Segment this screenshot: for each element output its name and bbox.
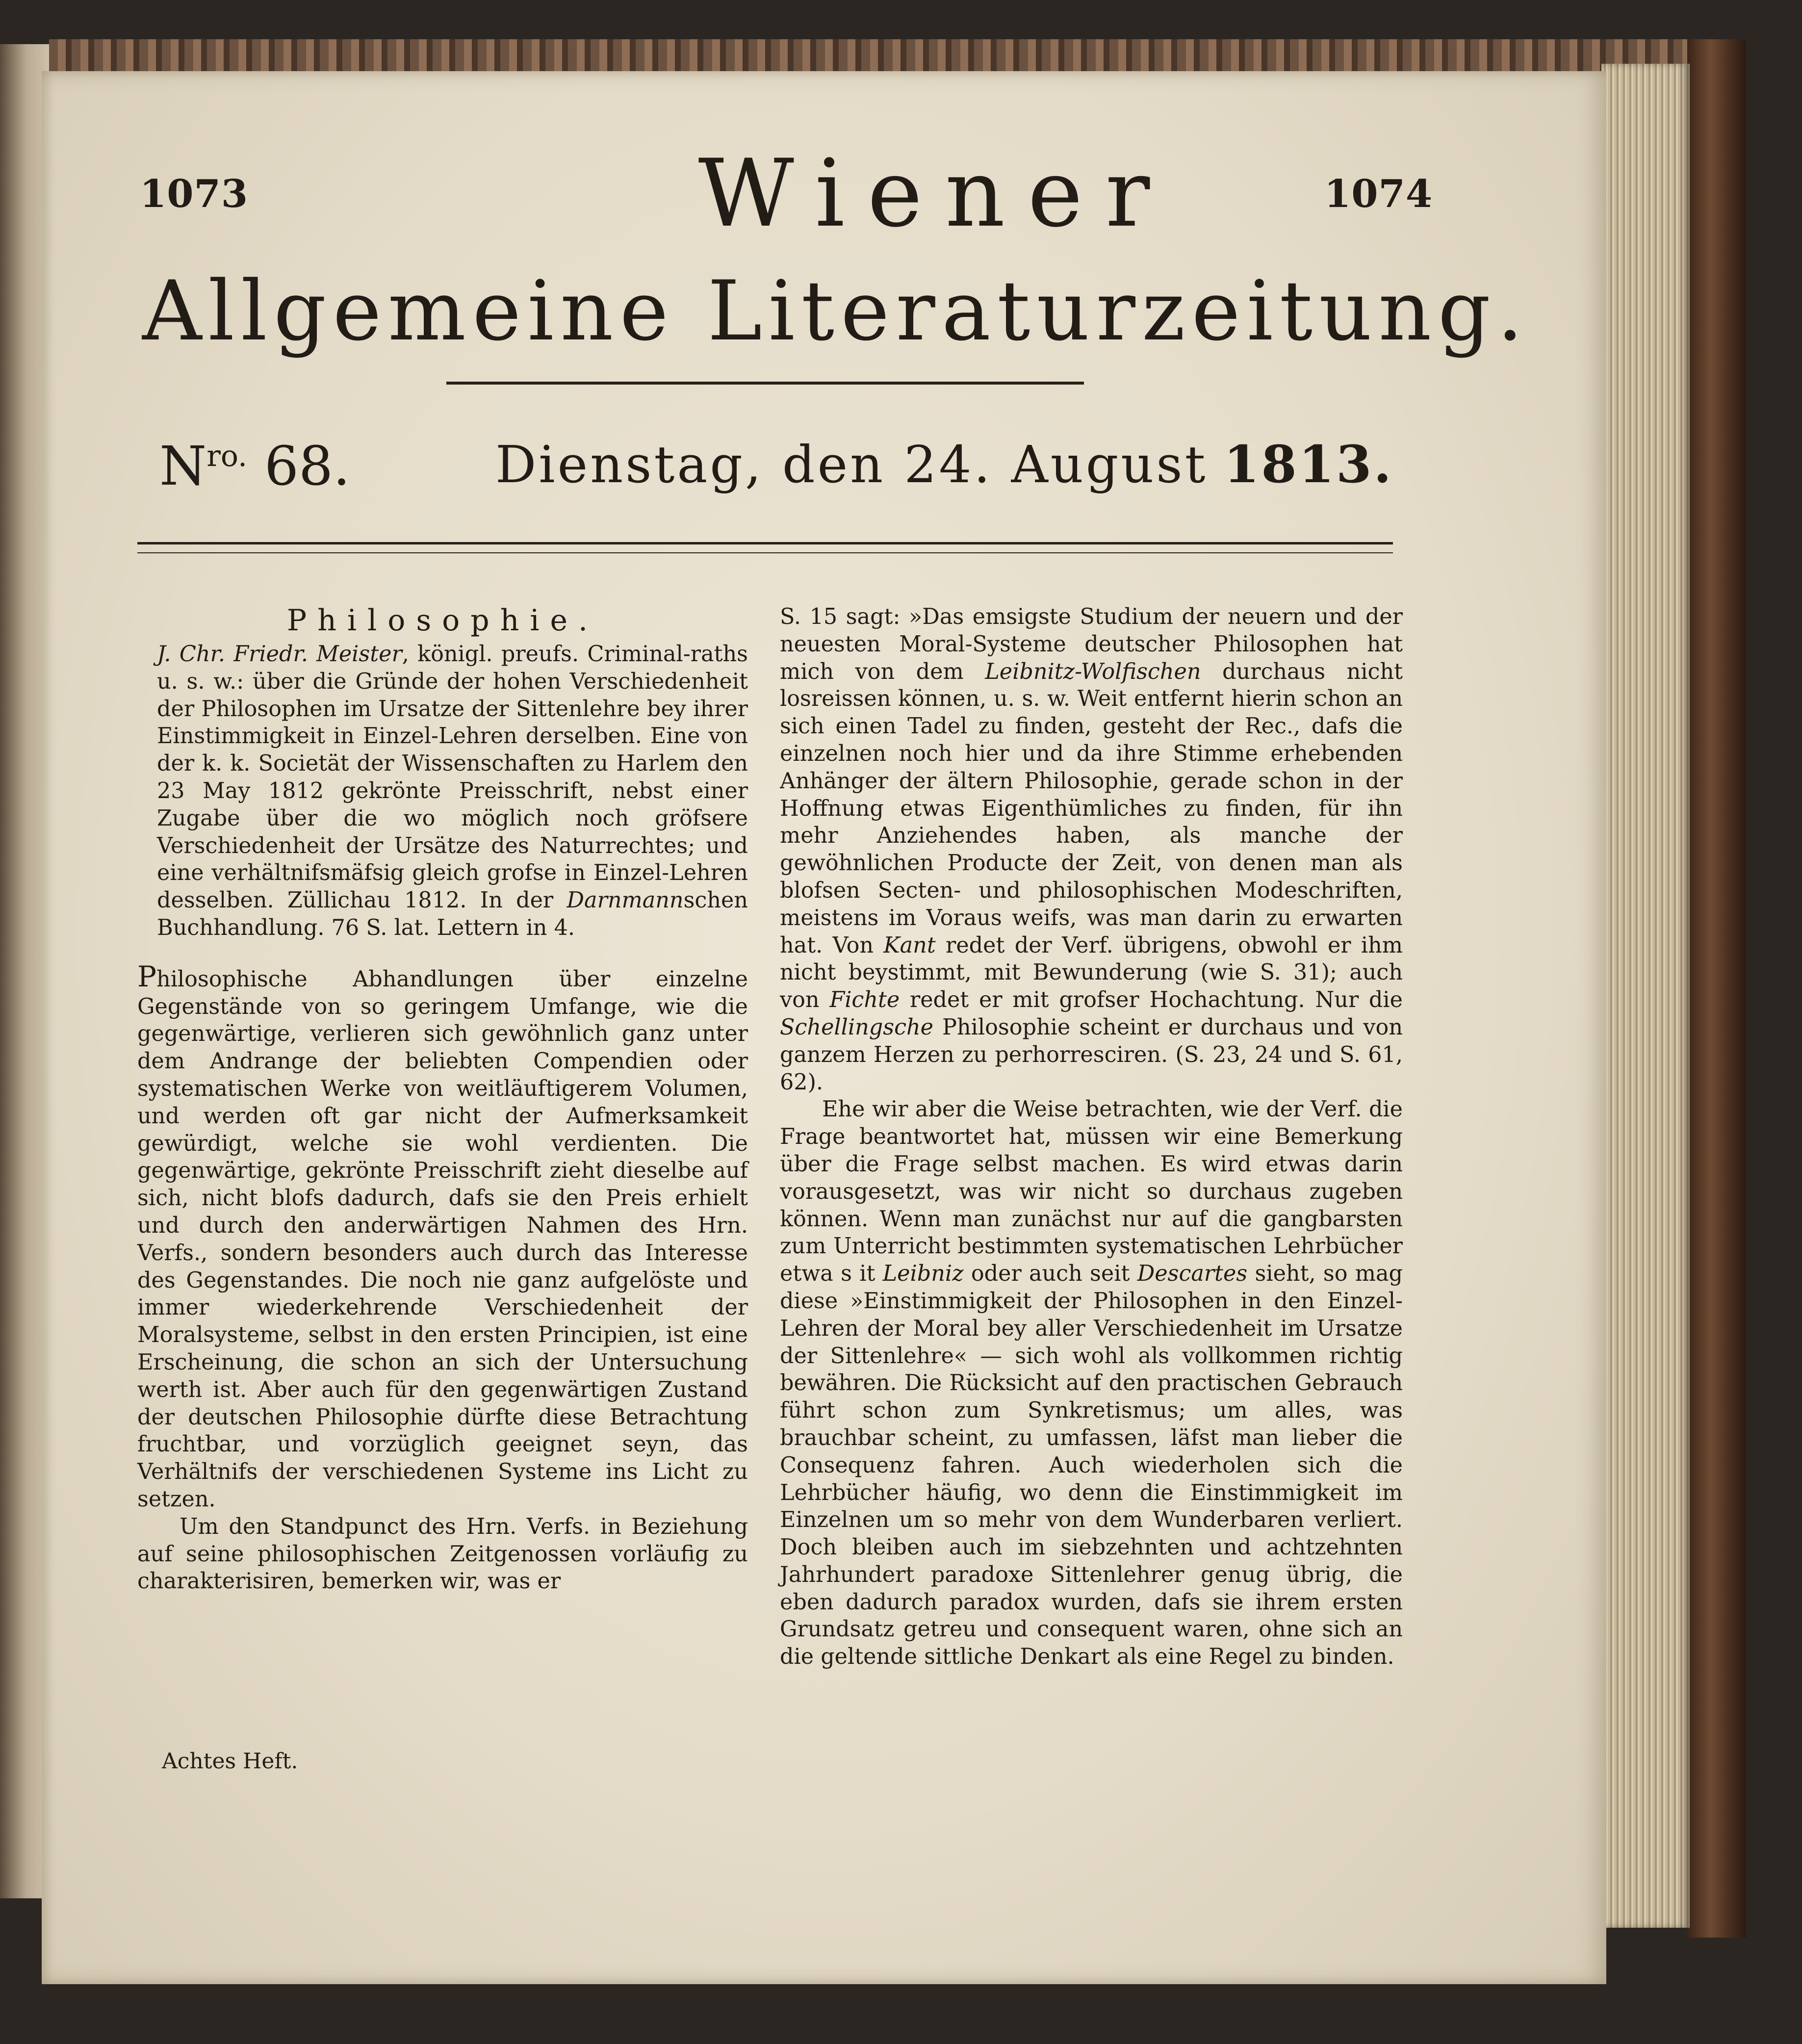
masthead-title-line1: Wiener: [698, 139, 1173, 248]
biblio-tail: schen Buchhandlung. 76 S. lat. Lettern in 4.: [157, 888, 748, 940]
right-column: [780, 603, 1403, 1671]
left-column: [137, 603, 748, 1595]
page-number-left: 1073: [140, 172, 249, 216]
book-cover-edge: [1687, 39, 1746, 1938]
paragraph-1: Philosophische Abhandlungen über einzelne Gegenstände von so geringem Umfange, wie die gegenwärtige, verlieren sich gewöhnlich ganz unter dem Andrange der beliebten Compendien oder systematischen Werke von weitläuftigerem Volumen, und werden oft gar nicht der Aufmerksamkeit gewürdigt, welche sie wohl verdienten. Die gegenwärtige, gekrönte Preisschrift zieht dieselbe auf sich, nicht blofs dadurch, dafs sie den Preis erhielt und durch den anderwärtigen Nahmen des Hrn. Verfs., sondern besonders auch durch das Interesse des Gegenstandes. Die noch nie ganz aufgelöste und immer wiederkehrende Verschiedenheit der Moralsysteme, selbst in den ersten Principien, ist eine Erscheinung, die schon an sich der Untersuchung werth ist. Aber auch für den gegenwärtigen Zustand der deutschen Philosophie dürfte diese Betrachtung fruchtbar, und vorzüglich geeignet seyn, das Verhältnifs der verschiedenen Systeme ins Licht zu setzen.: [137, 959, 748, 1512]
italic-run: Fichte: [829, 987, 900, 1013]
issue-number-sup: ro.: [206, 439, 248, 473]
issue-year: 1813.: [1224, 434, 1393, 494]
book-top-edge: [49, 39, 1746, 74]
italic-run: Descartes: [1137, 1261, 1248, 1287]
issue-date: Dienstag, den 24. August: [495, 435, 1208, 494]
issue-number: [159, 435, 350, 497]
paragraph-2: Um den Standpunct des Hrn. Verfs. in Beziehung auf seine philosophischen Zeitgenossen vorläufig zu charakterisiren, bemerken wir, was er: [137, 1514, 748, 1594]
text-run: redet er mit grofser Hochachtung. Nur die: [900, 987, 1403, 1013]
text-run: oder auch seit: [963, 1261, 1137, 1287]
italic-run: Kant: [883, 932, 936, 958]
text-run: durchaus nicht losreissen können, u. s. w. Weit entfernt hierin schon an sich einen Tadel zu finden, gesteht der Rec., dafs die einzelnen noch hier und da ihre Stimme erhebenden Anhänger der ältern Philosophie, gerade schon in der Hoffnung etwas Eigenthümliches zu finden, für ihn mehr Anziehendes haben, als manche der gewöhnlichen Producte der Zeit, von denen man als blofsen Secten- und philosophischen Modeschriften, meistens im Voraus weifs, was man darin zu erwarten hat. Von: [780, 659, 1403, 958]
section-heading: Philosophie.: [286, 603, 599, 638]
page-stack-edge: [1601, 64, 1690, 1928]
text-run: S. 15 sagt: »Das emsigste Studium der neuern und der neuesten Moral-Systeme deutscher Philosophen hat mich von dem: [780, 604, 1403, 684]
italic-run: Schellingsche: [780, 1014, 933, 1040]
paragraph-right-1: [780, 603, 1403, 1096]
issue-number-value: 68.: [264, 435, 350, 497]
text-run: sieht, so mag diese »Einstimmigkeit der Philosophen in den Einzel-Lehren der Moral bey aller Verschiedenheit im Ursatze der Sittenlehre« — sich wohl als vollkommen richtig bewähren. Die Rücksicht auf den practischen Gebrauch führt schon zum Synkretismus; um alles, was brauchbar scheint, zu umfassen, läfst man lieber die Consequenz fahren. Auch wiederholen sich die Lehrbücher häufig, wo denn die Einstimmigkeit im Einzelnen um so mehr von dem Wunderbaren verliert. Doch bleiben auch im siebzehnten und achtzehnten Jahrhundert paradoxe Sittenlehrer genug übrig, die eben dadurch paradox wurden, dafs sie ihrem ersten Grundsatz getreu und consequent waren, ohne sich an die geltende sittliche Denkart als eine Regel zu binden.: [780, 1261, 1403, 1670]
spacer: [137, 942, 748, 963]
text-run: redet der Verf. übrigens, obwohl er ihm nicht beystimmt, mit Bewunderung (wie S. 31); auch von: [780, 932, 1403, 1013]
biblio-publisher: Darnmann: [566, 888, 684, 913]
issue-number-prefix: N: [159, 435, 207, 497]
italic-run: Leibniz: [882, 1261, 964, 1287]
masthead-title-line2: Allgemeine Literaturzeitung.: [142, 263, 1530, 359]
text-run: Philosophie scheint er durchaus und von ganzem Herzen zu perhorresciren. (S. 23, 24 und S. 61, 62).: [780, 1014, 1403, 1095]
biblio-text: , königl. preufs. Criminal-raths u. s. w.: über die Gründe der hohen Verschiedenheit der Philosophen im Ursatze der Sittenlehre bey ihrer Einstimmigkeit in Einzel-Lehren derselben. Eine von der k. k. Societät der Wissenschaften zu Harlem den 23 May 1812 gekrönte Preisschrift, nebst einer Zugabe über die wo möglich noch gröfsere Verschiedenheit der Ursätze des Naturrechtes; und eine verhältnifsmäfsig gleich grofse in Einzel-Lehren desselben. Züllichau 1812. In der: [157, 642, 748, 913]
bibliographic-entry: [137, 641, 748, 942]
page-number-right: 1074: [1324, 172, 1433, 216]
signature-line: Achtes Heft.: [162, 1749, 298, 1774]
italic-run: Leibnitz-Wolfischen: [985, 659, 1201, 684]
text-run: Ehe wir aber die Weise betrachten, wie der Verf. die Frage beantwortet hat, müssen wir eine Bemerkung über die Frage selbst machen. Es wird etwas darin vorausgesetzt, was wir nicht so durchaus zugeben können. Wenn man zunächst nur auf die gangbarsten zum Unterricht bestimmten systematischen Lehrbücher etwa s it: [780, 1097, 1403, 1287]
header-double-rule: [137, 542, 1393, 553]
masthead-rule: [446, 382, 1084, 385]
biblio-author: J. Chr. Friedr. Meister: [157, 642, 402, 667]
paragraph-right-2: [780, 1096, 1403, 1671]
